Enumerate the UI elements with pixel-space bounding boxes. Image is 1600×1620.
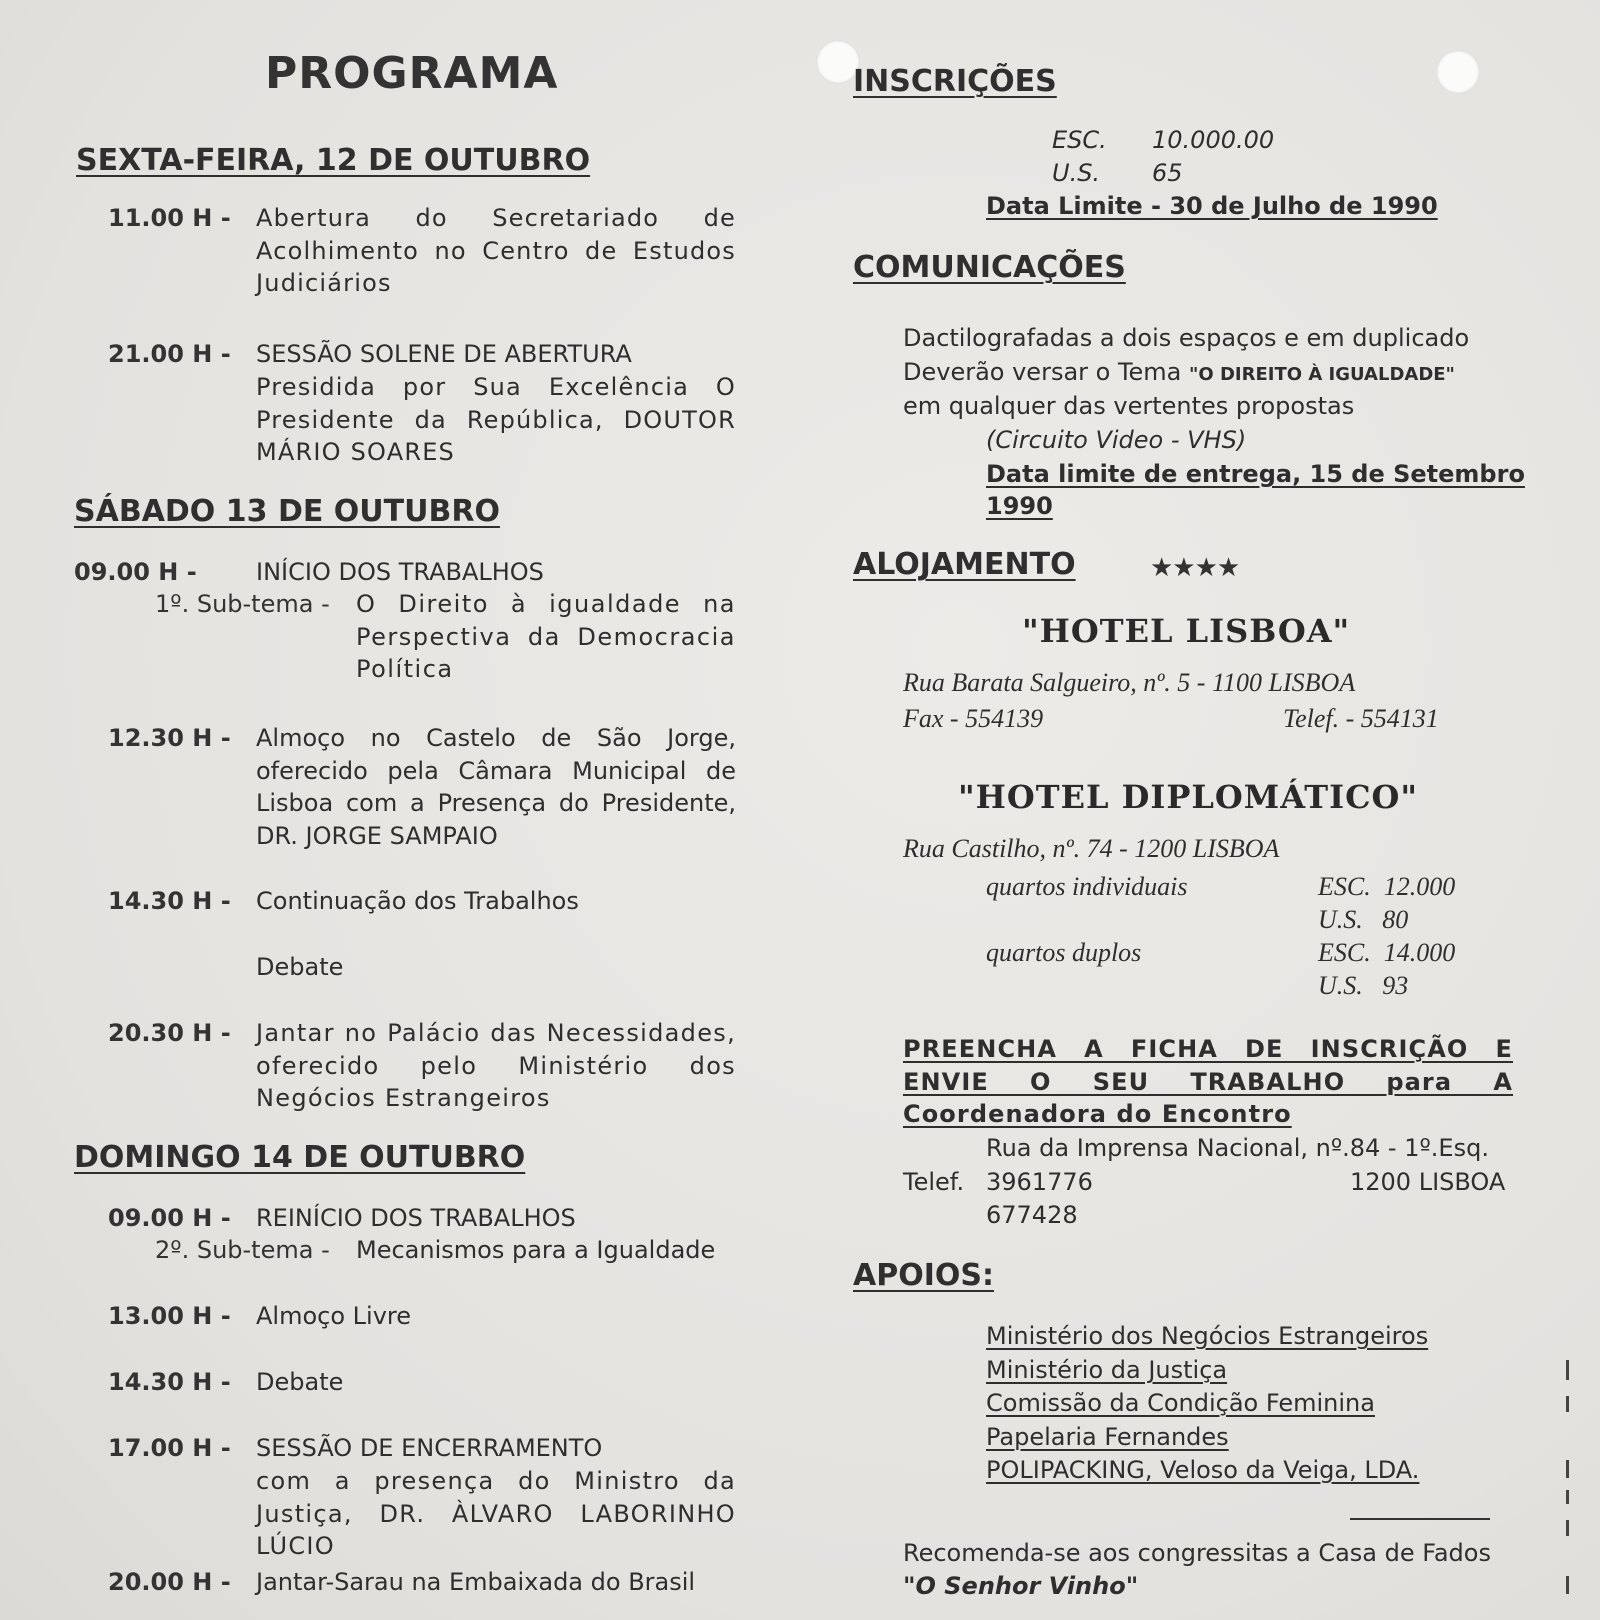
schedule-text: Presidida por Sua Excelência O Presidente da República, DOUTOR MÁRIO SOARES: [256, 373, 736, 466]
schedule-extra: Debate: [256, 953, 344, 981]
sponsor-item: POLIPACKING, Veloso da Veiga, LDA.: [986, 1456, 1420, 1484]
schedule-text: Almoço Livre: [256, 1302, 412, 1330]
edge-mark: [1566, 1576, 1569, 1594]
comunicacoes-text: em qualquer das vertentes propostas: [903, 392, 1355, 420]
comunicacoes-format: (Circuito Video - VHS): [986, 426, 1247, 454]
schedule-time: 09.00 H -: [74, 558, 197, 586]
hotel-name: "HOTEL DIPLOMÁTICO": [958, 778, 1419, 816]
fee-label: U.S.: [1052, 159, 1101, 187]
punch-hole-right: [1436, 50, 1480, 94]
comunicacoes-theme-intro: Deverão versar o Tema: [903, 358, 1182, 386]
edge-mark: [1566, 1360, 1569, 1380]
comunicacoes-text: Dactilografadas a dois espaços e em duplicado: [903, 324, 1470, 352]
schedule-time: 12.30 H -: [108, 724, 231, 752]
room-price: U.S. 93: [1318, 971, 1409, 1000]
hotel-address: Rua Castilho, nº. 74 - 1200 LISBOA: [903, 834, 1280, 863]
comunicacoes-theme: "O DIREITO À IGUALDADE": [1189, 364, 1455, 385]
section-heading-alojamento: ALOJAMENTO: [853, 547, 1076, 582]
subtheme-text: Mecanismos para a Igualdade: [356, 1236, 716, 1264]
recommendation-venue: "O Senhor Vinho": [903, 1572, 1139, 1600]
coordinator-phone: 3961776: [986, 1168, 1093, 1196]
sponsor-item: Comissão da Condição Feminina: [986, 1389, 1375, 1417]
hotel-fax: Fax - 554139: [903, 704, 1044, 733]
comunicacoes-deadline: Data limite de entrega, 15 de Setembro: [986, 460, 1525, 488]
sponsor-item: Papelaria Fernandes: [986, 1423, 1229, 1451]
coordinator-address: Rua da Imprensa Nacional, nº.84 - 1º.Esq.: [986, 1134, 1489, 1162]
schedule-time: 20.00 H -: [108, 1568, 231, 1596]
section-heading-apoios: APOIOS:: [853, 1258, 994, 1293]
sponsor-item: Ministério dos Negócios Estrangeiros: [986, 1322, 1429, 1350]
program-title: PROGRAMA: [265, 48, 559, 99]
schedule-text: Jantar-Sarau na Embaixada do Brasil: [256, 1568, 696, 1596]
edge-mark: [1566, 1490, 1569, 1504]
sponsor-item: Ministério da Justiça: [986, 1356, 1228, 1384]
schedule-text: Continuação dos Trabalhos: [256, 887, 579, 915]
schedule-time: 11.00 H -: [108, 204, 231, 232]
schedule-text: Almoço no Castelo de São Jorge, oferecido pela Câmara Municipal de Lisboa com a Presença do Presidente, DR. JORGE SAMPAIO: [256, 724, 736, 850]
hotel-address: Rua Barata Salgueiro, nº. 5 - 1100 LISBOA: [903, 668, 1356, 697]
recommendation-text: Recomenda-se aos congressitas a Casa de Fados: [903, 1539, 1491, 1567]
coordinator-phone-label: Telef.: [903, 1168, 965, 1196]
comunicacoes-deadline-year: 1990: [986, 492, 1053, 520]
hotel-name: "HOTEL LISBOA": [1022, 612, 1351, 650]
schedule-time: 21.00 H -: [108, 340, 231, 368]
day-heading-friday: SEXTA-FEIRA, 12 DE OUTUBRO: [76, 143, 591, 178]
schedule-heading: REINÍCIO DOS TRABALHOS: [256, 1204, 576, 1232]
schedule-text: Jantar no Palácio das Necessidades, oferecido pelo Ministério dos Negócios Estrangeiros: [256, 1019, 736, 1112]
subtheme-label: 2º. Sub-tema -: [155, 1236, 330, 1264]
room-price: ESC. 12.000: [1318, 872, 1456, 901]
fee-value: 65: [1152, 159, 1183, 187]
registration-deadline: Data Limite - 30 de Julho de 1990: [986, 192, 1438, 220]
star-rating: ★★★★: [1150, 553, 1240, 583]
room-price: U.S. 80: [1318, 905, 1409, 934]
edge-mark: [1566, 1460, 1569, 1478]
room-type: quartos duplos: [986, 938, 1142, 967]
divider-line: [1350, 1518, 1490, 1520]
schedule-time: 09.00 H -: [108, 1204, 231, 1232]
section-heading-inscricoes: INSCRIÇÕES: [853, 64, 1057, 99]
schedule-time: 14.30 H -: [108, 887, 231, 915]
comunicacoes-text: [903, 356, 1455, 392]
schedule-text: Abertura do Secretariado de Acolhimento no Centro de Estudos Judiciários: [256, 204, 736, 297]
hotel-phone: Telef. - 554131: [1283, 704, 1439, 733]
schedule-time: 17.00 H -: [108, 1434, 231, 1462]
coordinator-city: 1200 LISBOA: [1350, 1168, 1506, 1196]
edge-mark: [1566, 1520, 1569, 1536]
schedule-heading: INÍCIO DOS TRABALHOS: [256, 558, 544, 586]
day-heading-saturday: SÁBADO 13 DE OUTUBRO: [74, 494, 500, 529]
edge-mark: [1566, 1396, 1569, 1412]
day-heading-sunday: DOMINGO 14 DE OUTUBRO: [74, 1140, 526, 1175]
submission-instructions: PREENCHA A FICHA DE INSCRIÇÃO E ENVIE O SEU TRABALHO para A Coordenadora do Encontro: [903, 1035, 1513, 1128]
coordinator-phone: 677428: [986, 1201, 1078, 1229]
schedule-time: 20.30 H -: [108, 1019, 231, 1047]
fee-label: ESC.: [1052, 126, 1107, 154]
schedule-heading: SESSÃO DE ENCERRAMENTO: [256, 1434, 603, 1462]
schedule-time: 13.00 H -: [108, 1302, 231, 1330]
schedule-text: Debate: [256, 1368, 344, 1396]
room-type: quartos individuais: [986, 872, 1188, 901]
fee-value: 10.000.00: [1152, 126, 1275, 154]
section-heading-comunicacoes: COMUNICAÇÕES: [853, 250, 1126, 285]
subtheme-text: O Direito à igualdade na Perspectiva da Democracia Política: [356, 590, 736, 683]
schedule-text: com a presença do Ministro da Justiça, DR. ÀLVARO LABORINHO LÚCIO: [256, 1467, 736, 1560]
room-price: ESC. 14.000: [1318, 938, 1456, 967]
schedule-time: 14.30 H -: [108, 1368, 231, 1396]
subtheme-label: 1º. Sub-tema -: [155, 590, 330, 618]
schedule-heading: SESSÃO SOLENE DE ABERTURA: [256, 340, 632, 368]
